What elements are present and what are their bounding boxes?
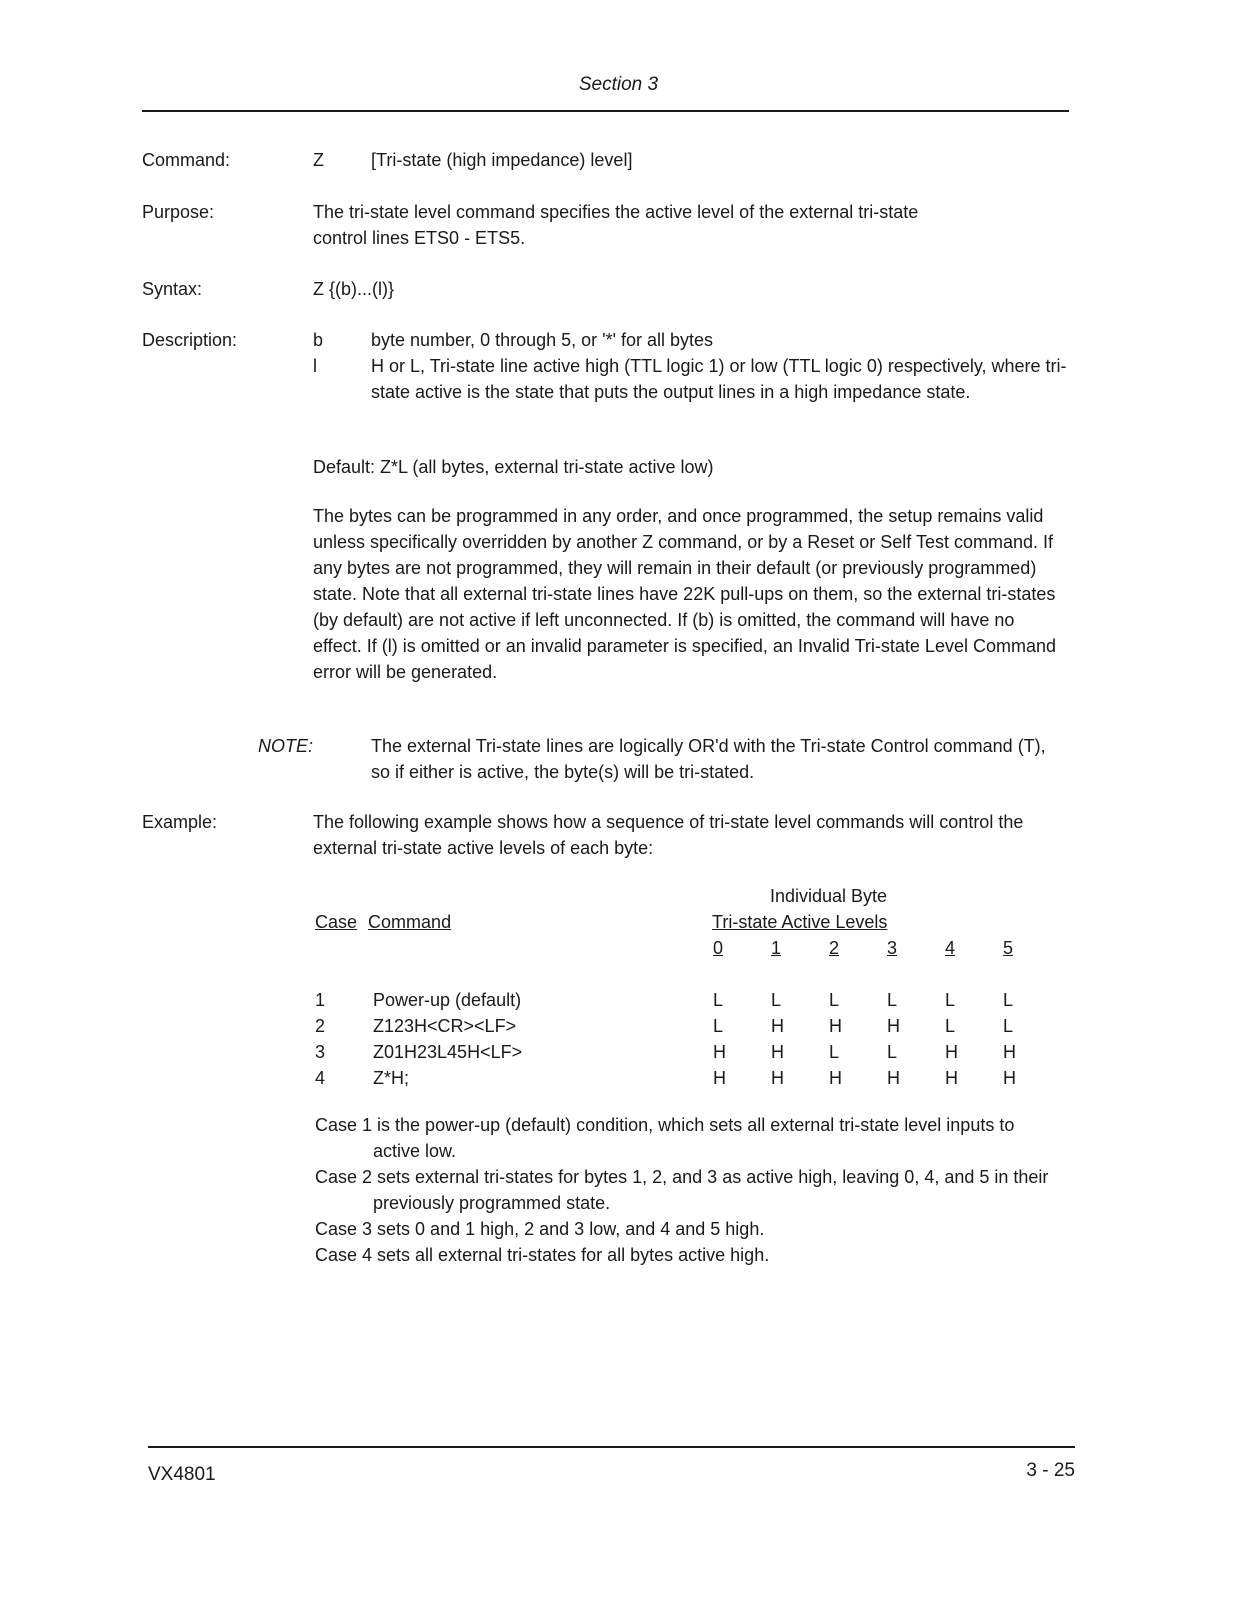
level-cell: L bbox=[945, 990, 956, 1010]
param-l-text: H or L, Tri-state line active high (TTL logic 1) or low (TTL logic 0) respectively, where tri-state active is the state that puts the output lines in a high impedance state. bbox=[371, 356, 1067, 402]
byte-index-3: 3 bbox=[887, 938, 898, 958]
table-group-header-1: Individual Byte bbox=[770, 886, 888, 906]
description-label: Description: bbox=[142, 330, 238, 350]
header-case: Case bbox=[315, 912, 358, 932]
syntax-label: Syntax: bbox=[142, 279, 203, 299]
table-group-header-2: Tri-state Active Levels bbox=[712, 912, 888, 932]
param-b-text: byte number, 0 through 5, or '*' for all bytes bbox=[371, 330, 714, 350]
level-cell: L bbox=[829, 1042, 840, 1062]
description-params bbox=[313, 327, 1073, 405]
purpose-label: Purpose: bbox=[142, 202, 215, 222]
table-row bbox=[315, 987, 1061, 1013]
row-case: 4 bbox=[315, 1068, 326, 1088]
level-cell: H bbox=[945, 1068, 958, 1088]
param-b-term: b bbox=[313, 330, 324, 350]
default-text: Default: Z*L (all bytes, external tri-state active low) bbox=[313, 457, 714, 477]
byte-index-5: 5 bbox=[1003, 938, 1014, 958]
example-intro: The following example shows how a sequence of tri-state level commands will control the external tri-state active levels of each byte: bbox=[313, 812, 1024, 858]
command-name: [Tri-state (high impedance) level] bbox=[371, 150, 633, 170]
row-case: 3 bbox=[315, 1042, 326, 1062]
param-b bbox=[313, 327, 1073, 353]
level-cell: L bbox=[945, 1016, 956, 1036]
level-cell: L bbox=[713, 990, 724, 1010]
level-cell: L bbox=[887, 990, 898, 1010]
row-case: 1 bbox=[315, 990, 326, 1010]
byte-index-0: 0 bbox=[713, 938, 724, 958]
table-row bbox=[315, 1039, 1061, 1065]
purpose-line-2: control lines ETS0 - ETS5. bbox=[313, 228, 526, 248]
example-label: Example: bbox=[142, 812, 218, 832]
case-explanation-1: Case 1 is the power-up (default) condition, which sets all external tri-state level inputs to active low. bbox=[315, 1115, 1015, 1161]
level-cell: L bbox=[829, 990, 840, 1010]
header-command: Command bbox=[368, 912, 452, 932]
table-header-row bbox=[315, 909, 451, 935]
param-l-term: l bbox=[313, 356, 317, 376]
case-explanations bbox=[315, 1112, 1065, 1268]
command-letter: Z bbox=[313, 150, 324, 170]
command-label: Command: bbox=[142, 150, 231, 170]
level-cell: H bbox=[771, 1068, 784, 1088]
note-label: NOTE: bbox=[258, 736, 314, 756]
level-cell: H bbox=[945, 1042, 958, 1062]
note-text: The external Tri-state lines are logically OR'd with the Tri-state Control command (T), so if either is active, the byte(s) will be tri-stated. bbox=[371, 736, 1046, 782]
syntax-text: Z {(b)...(l)} bbox=[313, 279, 395, 299]
level-cell: H bbox=[1003, 1068, 1016, 1088]
level-cell: H bbox=[713, 1042, 726, 1062]
row-command: Power-up (default) bbox=[373, 990, 522, 1010]
footer-page-number: 3 - 25 bbox=[1026, 1460, 1075, 1481]
byte-index-4: 4 bbox=[945, 938, 956, 958]
level-cell: L bbox=[713, 1016, 724, 1036]
level-cell: H bbox=[887, 1068, 900, 1088]
footer-rule bbox=[148, 1446, 1075, 1448]
row-command: Z123H<CR><LF> bbox=[373, 1016, 517, 1036]
level-cell: H bbox=[1003, 1042, 1016, 1062]
command-value bbox=[313, 147, 1073, 173]
case-explanation-3: Case 3 sets 0 and 1 high, 2 and 3 low, and 4 and 5 high. bbox=[315, 1219, 765, 1239]
purpose-line-1: The tri-state level command specifies the active level of the external tri-state bbox=[313, 202, 919, 222]
level-cell: L bbox=[887, 1042, 898, 1062]
row-case: 2 bbox=[315, 1016, 326, 1036]
section-title: Section 3 bbox=[578, 74, 659, 95]
level-cell: H bbox=[771, 1016, 784, 1036]
case-explanation-4: Case 4 sets all external tri-states for all bytes active high. bbox=[315, 1245, 770, 1265]
byte-index-2: 2 bbox=[829, 938, 840, 958]
level-cell: L bbox=[771, 990, 782, 1010]
purpose-text bbox=[313, 199, 1073, 251]
level-cell: L bbox=[1003, 1016, 1014, 1036]
header-rule bbox=[142, 110, 1069, 112]
cases-table bbox=[315, 935, 1061, 1091]
byte-index-row bbox=[315, 935, 1061, 961]
table-row bbox=[315, 1065, 1061, 1091]
row-command: Z01H23L45H<LF> bbox=[373, 1042, 523, 1062]
level-cell: H bbox=[713, 1068, 726, 1088]
param-l bbox=[313, 353, 1073, 405]
level-cell: H bbox=[771, 1042, 784, 1062]
level-cell: L bbox=[1003, 990, 1014, 1010]
row-command: Z*H; bbox=[373, 1068, 409, 1088]
level-cell: H bbox=[887, 1016, 900, 1036]
footer-doc-id: VX4801 bbox=[148, 1464, 216, 1485]
table-row bbox=[315, 1013, 1061, 1039]
level-cell: H bbox=[829, 1068, 842, 1088]
description-paragraph: The bytes can be programmed in any order, and once programmed, the setup remains valid unless specifically overridden by another Z command, or by a Reset or Self Test command. If any bytes are not programmed, they will remain in their default (or previously programmed) state. Note that all external tri-state lines have 22K pull-ups on them, so the external tri-states (by default) are not active if left unconnected. If (b) is omitted, the command will have no effect. If (l) is omitted or an invalid parameter is specified, an Invalid Tri-state Level Command error will be generated. bbox=[313, 506, 1056, 682]
level-cell: H bbox=[829, 1016, 842, 1036]
byte-index-1: 1 bbox=[771, 938, 782, 958]
case-explanation-2: Case 2 sets external tri-states for bytes 1, 2, and 3 as active high, leaving 0, 4, and 5 in their previously programmed state. bbox=[315, 1167, 1049, 1213]
